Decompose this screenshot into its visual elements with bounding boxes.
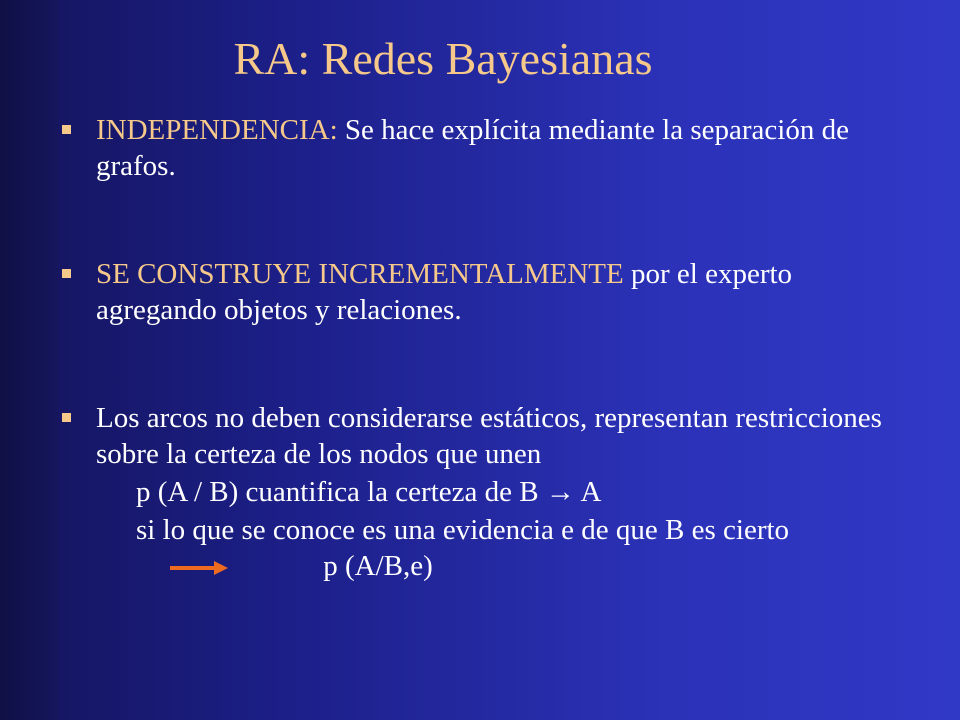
square-bullet-icon [62, 125, 71, 134]
bullet-independencia [58, 112, 918, 184]
slide-title: RA: Redes Bayesianas [233, 33, 653, 84]
bullet-text: por el experto agregando objetos y relaciones. [96, 258, 793, 326]
bullet-text: Se hace explícita mediante la separación de grafos. [96, 114, 849, 182]
evidence-formula: p (A/B,e) [323, 550, 433, 582]
right-arrow-icon [170, 560, 228, 576]
sub-line-evidence [96, 512, 918, 584]
sub-line-probability: p (A / B) cuantifica la certeza de B → A [136, 476, 602, 508]
bullet-highlight: INDEPENDENCIA: [96, 114, 338, 146]
bullet-highlight: SE CONSTRUYE INCREMENTALMENTE [96, 258, 624, 290]
bullet-arcos [58, 400, 918, 584]
square-bullet-icon [62, 269, 71, 278]
square-bullet-icon [62, 413, 71, 422]
evidence-text: si lo que se conoce es una evidencia e de que B es cierto [136, 514, 790, 546]
bullet-construye [58, 256, 918, 328]
bullet-text: Los arcos no deben considerarse estáticos, representan restricciones sobre la certeza de los nodos que unen [96, 402, 882, 470]
slide-body [58, 112, 918, 584]
left-band [0, 0, 58, 720]
